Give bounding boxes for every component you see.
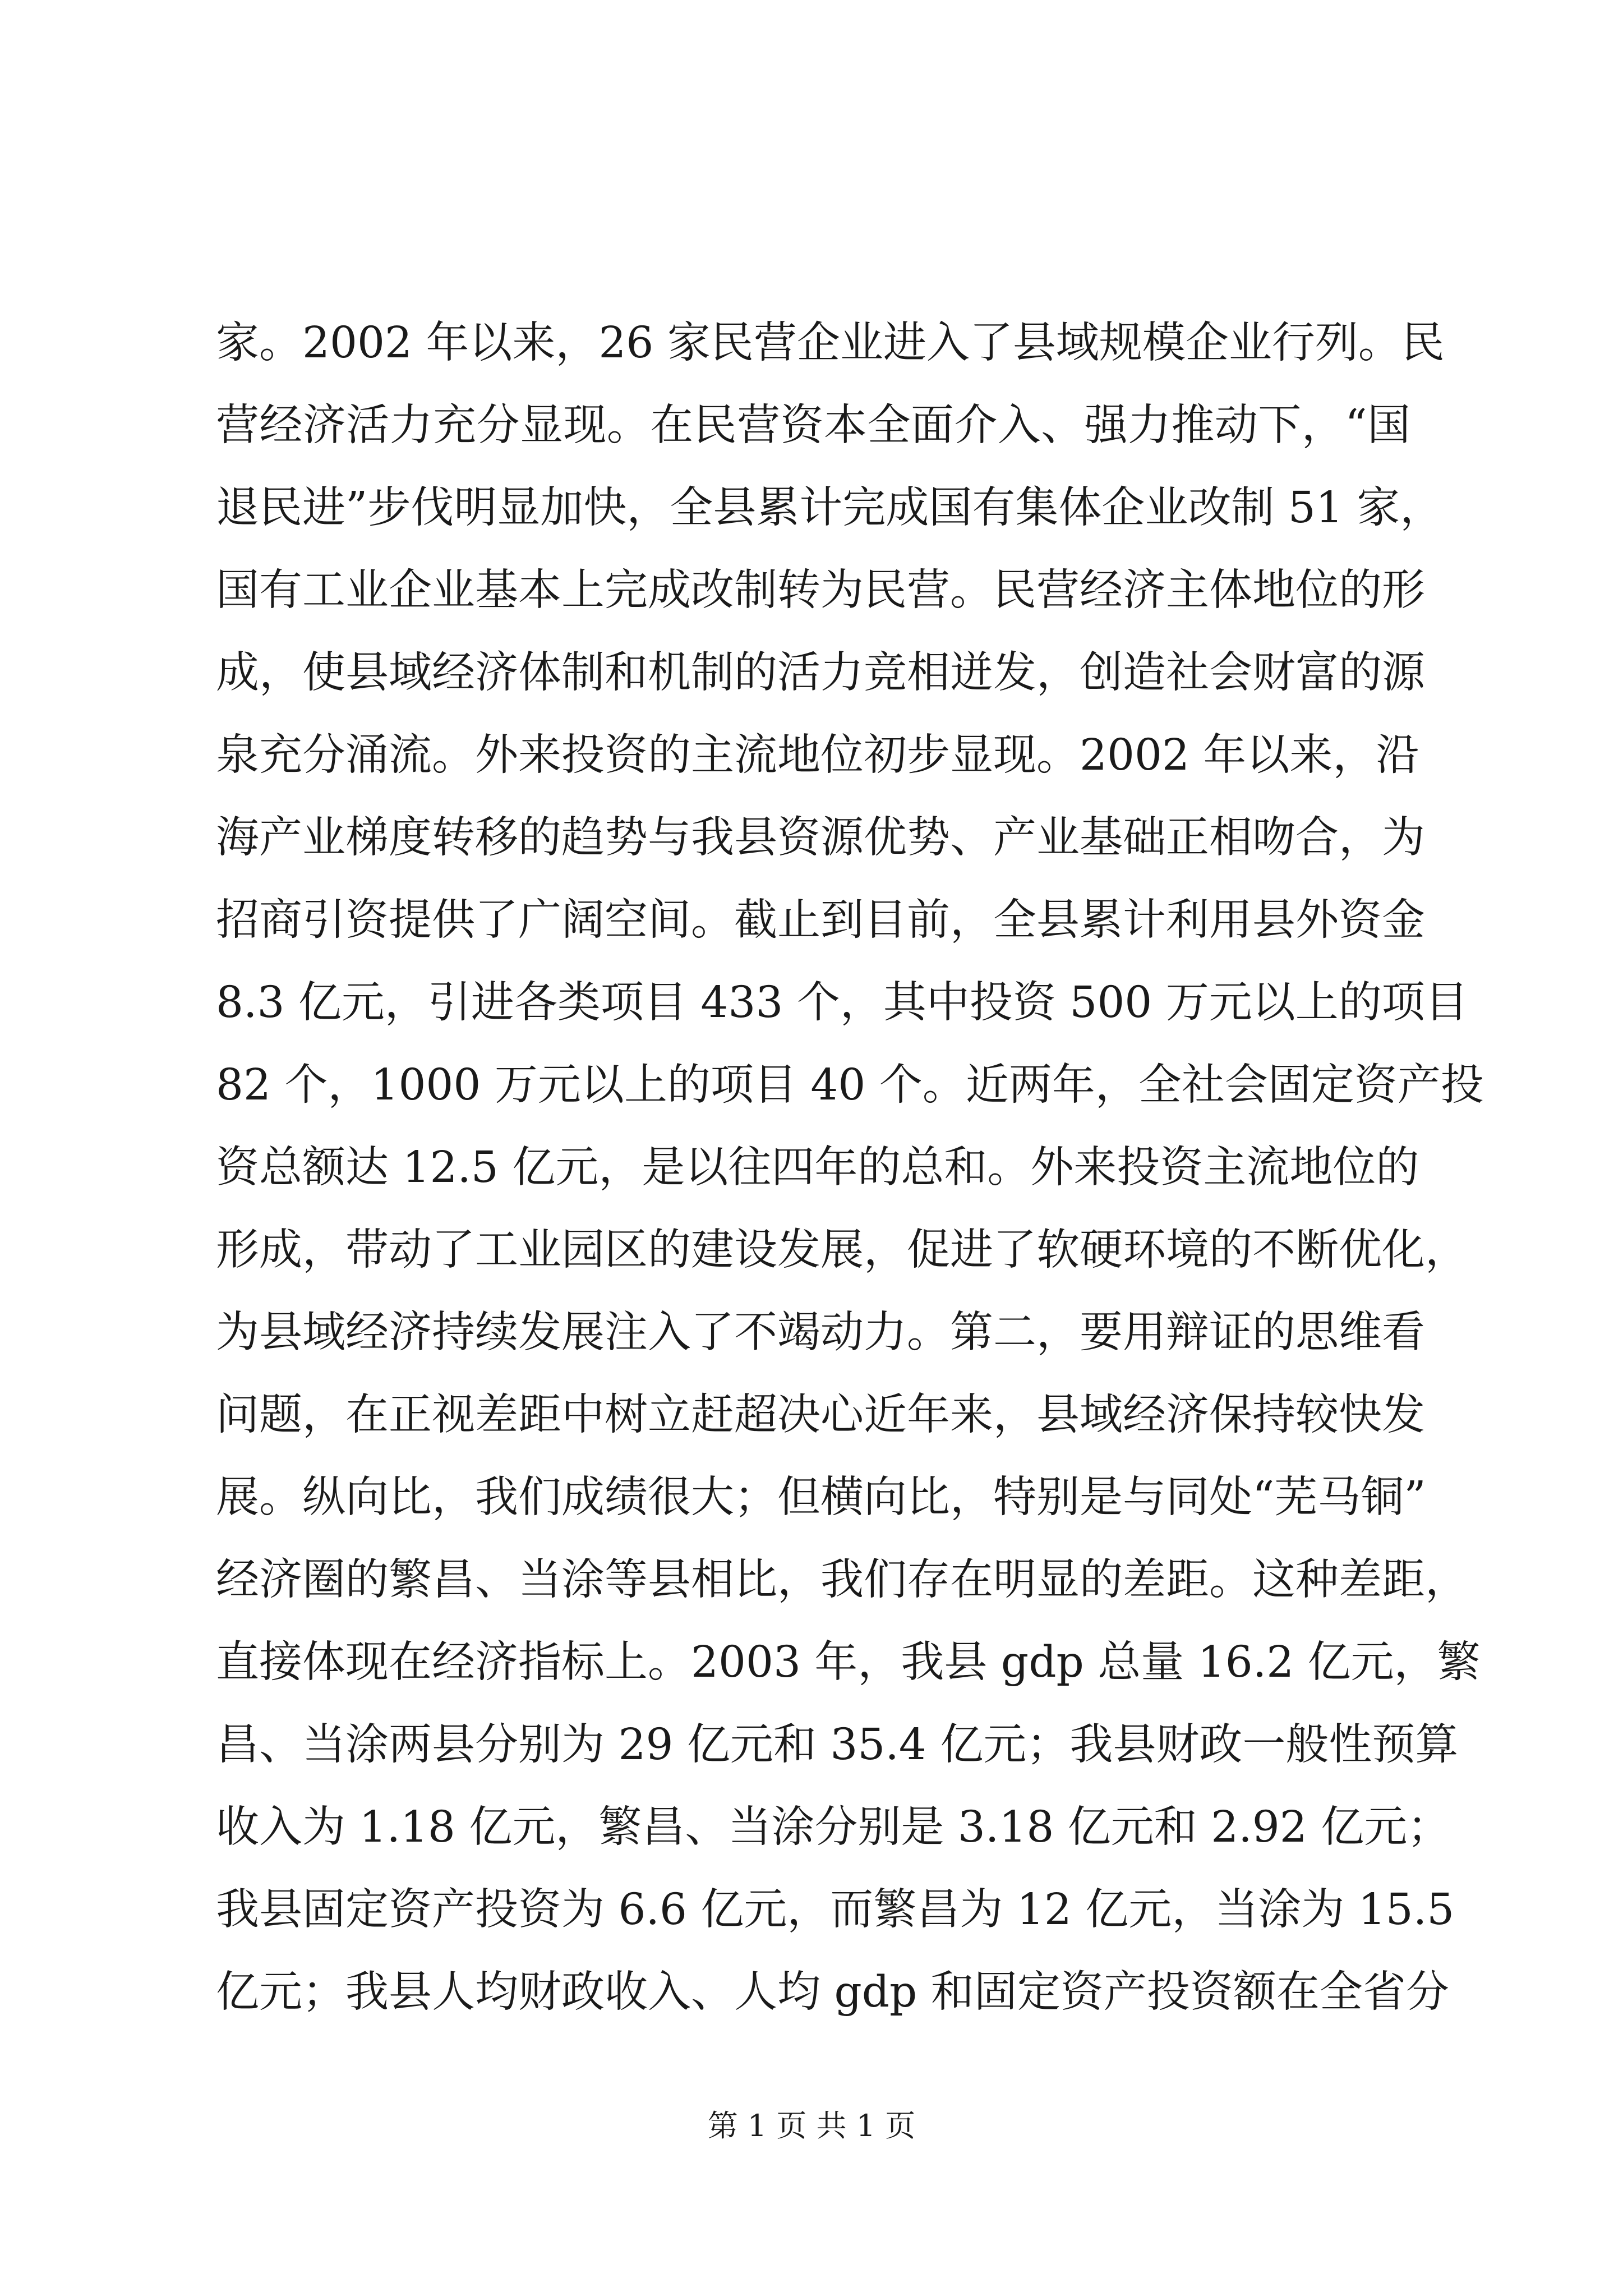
text-line: 成，使县域经济体制和机制的活力竞相迸发，创造社会财富的源 xyxy=(216,648,1425,698)
text-line: 82 个，1000 万元以上的项目 40 个。近两年，全社会固定资产投 xyxy=(216,1060,1484,1110)
text-line: 亿元；我县人均财政收入、人均 gdp 和固定资产投资额在全省分 xyxy=(216,1967,1449,2017)
text-line: 展。纵向比，我们成绩很大；但横向比，特别是与同处“芜马铜” xyxy=(216,1473,1426,1522)
text-line: 昌、当涂两县分别为 29 亿元和 35.4 亿元；我县财政一般性预算 xyxy=(216,1720,1459,1770)
text-line: 退民进”步伐明显加快，全县累计完成国有集体企业改制 51 家， xyxy=(216,483,1444,533)
text-line: 收入为 1.18 亿元，繁昌、当涂分别是 3.18 亿元和 2.92 亿元； xyxy=(216,1802,1451,1852)
text-line: 为县域经济持续发展注入了不竭动力。第二，要用辩证的思维看 xyxy=(216,1308,1425,1358)
text-line: 泉充分涌流。外来投资的主流地位初步显现。2002 年以来，沿 xyxy=(216,730,1419,780)
body-text xyxy=(216,302,1484,2033)
text-line: 国有工业企业基本上完成改制转为民营。民营经济主体地位的形 xyxy=(216,565,1425,615)
text-line: 海产业梯度转移的趋势与我县资源优势、产业基础正相吻合，为 xyxy=(216,813,1425,863)
text-line: 招商引资提供了广阔空间。截止到目前，全县累计利用县外资金 xyxy=(216,895,1425,945)
page-footer xyxy=(0,2106,1623,2146)
text-line: 营经济活力充分显现。在民营资本全面介入、强力推动下，“国 xyxy=(216,401,1410,450)
text-line: 资总额达 12.5 亿元，是以往四年的总和。外来投资主流地位的 xyxy=(216,1143,1419,1193)
text-line: 问题，在正视差距中树立赶超决心近年来，县域经济保持较快发 xyxy=(216,1390,1425,1440)
text-line: 经济圈的繁昌、当涂等县相比，我们存在明显的差距。这种差距， xyxy=(216,1555,1468,1605)
text-line: 形成，带动了工业园区的建设发展，促进了软硬环境的不断优化， xyxy=(216,1225,1468,1275)
text-line: 家。2002 年以来，26 家民营企业进入了县域规模企业行列。民 xyxy=(216,318,1445,368)
text-line: 8.3 亿元，引进各类项目 433 个，其中投资 500 万元以上的项目 xyxy=(216,978,1468,1028)
text-line: 我县固定资产投资为 6.6 亿元，而繁昌为 12 亿元，当涂为 15.5 xyxy=(216,1885,1455,1935)
text-line: 直接体现在经济指标上。2003 年，我县 gdp 总量 16.2 亿元，繁 xyxy=(216,1637,1481,1687)
page-number-label: 第 1 页 共 1 页 xyxy=(707,2108,916,2143)
